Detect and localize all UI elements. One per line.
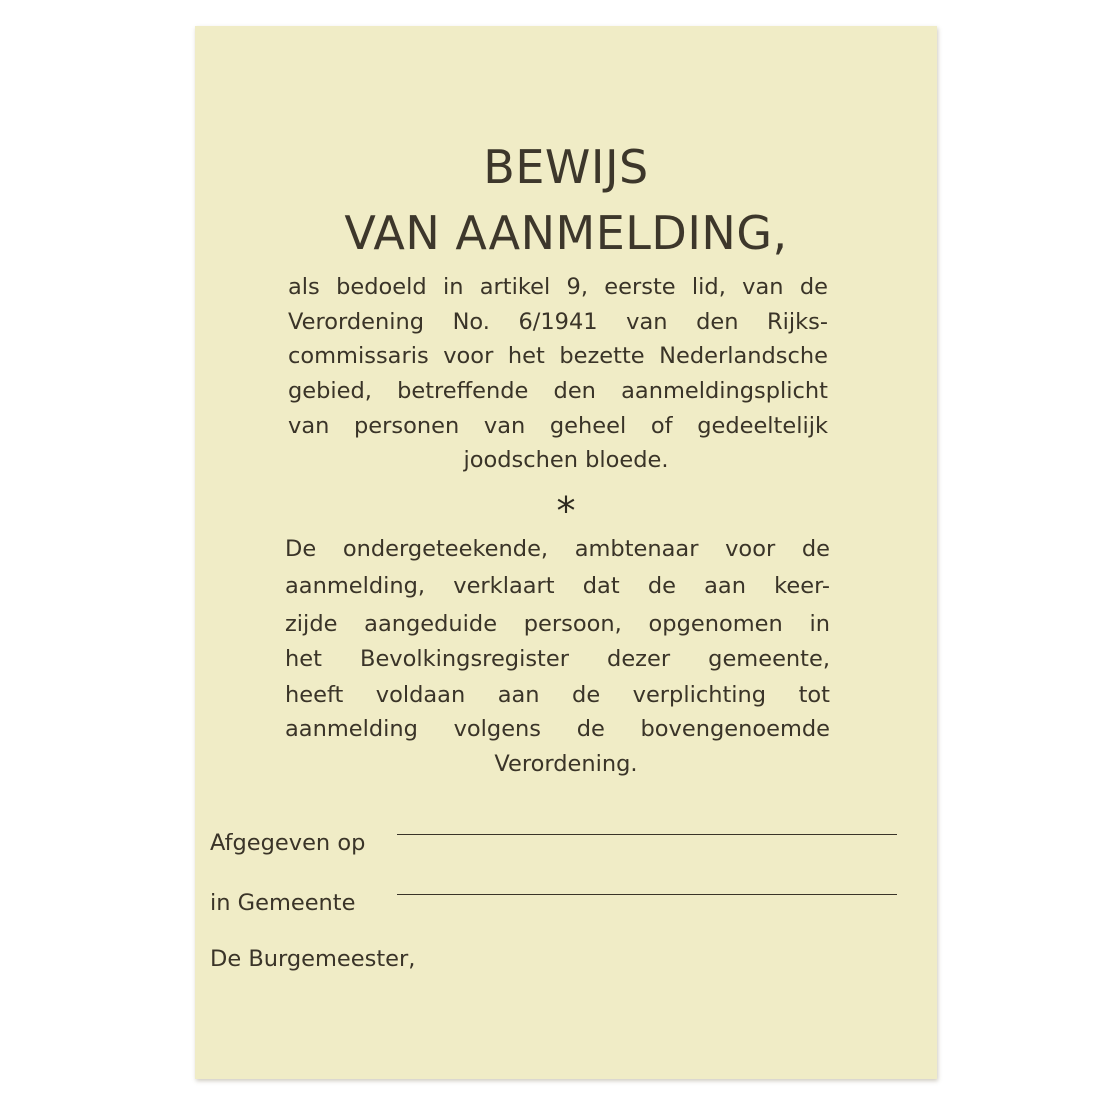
title-line-2: VAN AANMELDING, — [344, 206, 788, 260]
paragraph2-line: heeft voldaan aan de verplichting tot — [285, 682, 830, 708]
paragraph2-line: aanmelding, verklaart dat de aan keer- — [285, 573, 830, 599]
paragraph2-line: zijde aangeduide persoon, opgenomen in — [285, 611, 830, 637]
paragraph1-line: van personen van geheel of gedeeltelijk — [288, 413, 828, 439]
paragraph1-line: gebied, betreffende den aanmeldingsplicht — [288, 378, 828, 404]
municipality-field[interactable] — [397, 894, 897, 895]
issued-on-field[interactable] — [397, 834, 897, 835]
municipality-label: in Gemeente — [210, 890, 356, 916]
registration-card — [195, 26, 937, 1079]
paragraph1-line: als bedoeld in artikel 9, eerste lid, van de — [288, 274, 828, 300]
paragraph2-last-line: Verordening. — [494, 751, 638, 777]
paragraph2-line: aanmelding volgens de bovengenoemde — [285, 716, 830, 742]
paragraph2-line: De ondergeteekende, ambtenaar voor de — [285, 536, 830, 562]
title-line-1: BEWIJS — [483, 140, 649, 194]
paragraph1-line: commissaris voor het bezette Nederlandsche — [288, 343, 828, 369]
paragraph2-line: het Bevolkingsregister dezer gemeente, — [285, 646, 830, 672]
signature-label: De Burgemeester, — [210, 946, 416, 972]
paragraph1-last-line: joodschen bloede. — [463, 447, 669, 473]
asterisk-separator: * — [556, 489, 576, 533]
paragraph1-line: Verordening No. 6/1941 van den Rijks- — [288, 309, 828, 335]
issued-on-label: Afgegeven op — [210, 830, 366, 856]
